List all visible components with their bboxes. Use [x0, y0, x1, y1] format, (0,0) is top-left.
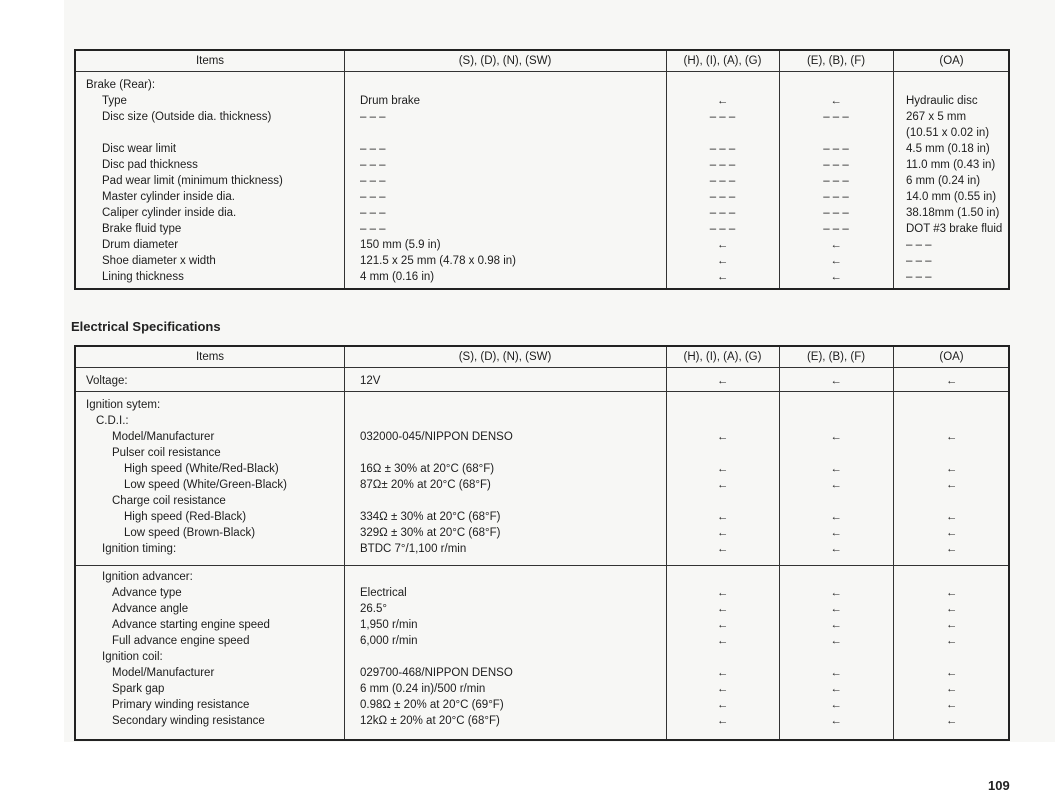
row-h-value: ←	[716, 511, 729, 523]
page-number: 109	[988, 778, 1010, 793]
row-e-value: ←	[830, 587, 842, 599]
row-item-label: Ignition coil:	[102, 651, 163, 663]
row-h-value: ←	[716, 527, 729, 539]
row-oa-value: 4.5 mm (0.18 in)	[906, 143, 990, 155]
row-s-value: 121.5 x 25 mm (4.78 x 0.98 in)	[360, 255, 516, 267]
row-oa-value: – – –	[906, 239, 932, 251]
row-h-value: – – –	[709, 223, 736, 235]
row-oa-value: 38.18mm (1.50 in)	[906, 207, 1000, 219]
row-item-label: High speed (White/Red-Black)	[124, 463, 279, 475]
row-h-value: ←	[716, 699, 729, 711]
row-h-value: ←	[716, 255, 729, 267]
row-s-value: – – –	[360, 111, 386, 123]
row-item-label: Brake fluid type	[102, 223, 182, 235]
row-h-value: ←	[716, 635, 729, 647]
row-oa-value: ←	[945, 527, 958, 539]
row-s-value: 334Ω ± 30% at 20°C (68°F)	[360, 511, 501, 523]
header-e-b-f: (E), (B), (F)	[806, 351, 866, 363]
row-h-value: ←	[716, 431, 729, 443]
header-s-d-n-sw: (S), (D), (N), (SW)	[458, 351, 552, 363]
section-title: Electrical Specifications	[71, 319, 221, 334]
row-oa-value: ←	[945, 715, 958, 727]
row-e-value: ←	[830, 603, 842, 615]
row-item-label: Full advance engine speed	[112, 635, 250, 647]
row-item-label: Type	[102, 95, 127, 107]
row-s-value: 16Ω ± 30% at 20°C (68°F)	[360, 463, 495, 475]
row-s-value: Electrical	[360, 587, 407, 599]
row-s-value: – – –	[360, 159, 386, 171]
row-item-label: Pad wear limit (minimum thickness)	[102, 175, 283, 187]
row-item-label: Shoe diameter x width	[102, 255, 216, 267]
row-item-label: Secondary winding resistance	[112, 715, 265, 727]
header-h-i-a-g: (H), (I), (A), (G)	[683, 55, 762, 67]
row-oa-value: ←	[945, 543, 958, 555]
row-oa-value: ←	[945, 619, 958, 631]
row-oa-value: ←	[945, 479, 958, 491]
row-oa-value: – – –	[906, 271, 932, 283]
row-item-label: Disc wear limit	[102, 143, 177, 155]
row-oa-value: ←	[945, 683, 958, 695]
row-oa-value: ←	[945, 375, 958, 387]
column-divider	[893, 51, 894, 288]
row-e-value: ←	[830, 699, 842, 711]
row-s-value: 029700-468/NIPPON DENSO	[360, 667, 513, 679]
row-s-value: – – –	[360, 191, 386, 203]
row-oa-value: 11.0 mm (0.43 in)	[906, 159, 996, 171]
row-item-label: Model/Manufacturer	[112, 431, 215, 443]
row-s-value: 87Ω± 20% at 20°C (68°F)	[360, 479, 491, 491]
row-oa-value: ←	[945, 587, 958, 599]
row-item-label: Lining thickness	[102, 271, 184, 283]
row-h-value: – – –	[709, 207, 736, 219]
row-item-label: Primary winding resistance	[112, 699, 250, 711]
row-item-label: Ignition timing:	[102, 543, 177, 555]
row-oa-value: ←	[945, 431, 958, 443]
header-items: Items	[195, 55, 225, 67]
row-item-label: Ignition advancer:	[102, 571, 193, 583]
row-h-value: ←	[716, 239, 729, 251]
row-h-value: ←	[716, 587, 729, 599]
row-oa-value: ←	[945, 635, 958, 647]
row-item-label: Model/Manufacturer	[112, 667, 215, 679]
row-e-value: – – –	[823, 223, 849, 235]
row-h-value: – – –	[709, 191, 736, 203]
row-e-value: ←	[830, 239, 842, 251]
row-oa-value: ←	[945, 699, 958, 711]
row-e-value: – – –	[823, 207, 849, 219]
row-e-value: ←	[830, 527, 842, 539]
row-e-value: ←	[830, 635, 842, 647]
row-item-label: Low speed (White/Green-Black)	[124, 479, 287, 491]
row-oa-value: 6 mm (0.24 in)	[906, 175, 981, 187]
header-divider	[76, 71, 1008, 72]
row-s-value: – – –	[360, 143, 386, 155]
row-item-label: Brake (Rear):	[86, 79, 156, 91]
electrical-spec-table	[74, 345, 1010, 741]
brake-spec-table	[74, 49, 1010, 290]
row-h-value: ←	[716, 543, 729, 555]
row-e-value: ←	[830, 715, 842, 727]
header-oa: (OA)	[939, 351, 964, 363]
row-e-value: – – –	[823, 191, 849, 203]
row-e-value: ←	[830, 375, 842, 387]
row-e-value: ←	[830, 255, 842, 267]
row-oa-value: 14.0 mm (0.55 in)	[906, 191, 997, 203]
row-h-value: ←	[716, 479, 729, 491]
row-item-label: Drum diameter	[102, 239, 179, 251]
row-s-value: Drum brake	[360, 95, 421, 107]
header-divider	[76, 367, 1008, 368]
row-s-value: 150 mm (5.9 in)	[360, 239, 441, 251]
row-item-label: Disc size (Outside dia. thickness)	[102, 111, 272, 123]
row-e-value: ←	[830, 683, 842, 695]
row-e-value: ←	[830, 479, 842, 491]
row-h-value: – – –	[709, 143, 736, 155]
row-item-label: Disc pad thickness	[102, 159, 198, 171]
row-h-value: ←	[716, 463, 729, 475]
row-h-value: – – –	[709, 159, 736, 171]
row-h-value: ←	[716, 271, 729, 283]
row-s-value: 032000-045/NIPPON DENSO	[360, 431, 513, 443]
header-items: Items	[195, 351, 225, 363]
row-item-label: C.D.I.:	[96, 415, 129, 427]
row-s-value: – – –	[360, 223, 386, 235]
row-oa-value: ←	[945, 463, 958, 475]
row-e-value: ←	[830, 95, 842, 107]
row-h-value: – – –	[709, 175, 736, 187]
row-s-value: BTDC 7°/1,100 r/min	[360, 543, 467, 555]
row-item-label: Caliper cylinder inside dia.	[102, 207, 237, 219]
row-item-label: Advance starting engine speed	[112, 619, 270, 631]
row-oa-value: (10.51 x 0.02 in)	[906, 127, 990, 139]
row-e-value: – – –	[823, 143, 849, 155]
header-oa: (OA)	[939, 55, 964, 67]
row-item-label: Voltage:	[86, 375, 128, 387]
row-h-value: ←	[716, 619, 729, 631]
row-e-value: – – –	[823, 175, 849, 187]
row-item-label: Advance type	[112, 587, 182, 599]
row-s-value: 12kΩ ± 20% at 20°C (68°F)	[360, 715, 500, 727]
row-e-value: ←	[830, 431, 842, 443]
row-item-label: Advance angle	[112, 603, 189, 615]
row-h-value: ←	[716, 715, 729, 727]
row-h-value: ←	[716, 667, 729, 679]
row-h-value: ←	[716, 603, 729, 615]
row-divider	[76, 565, 1008, 566]
row-s-value: 1,950 r/min	[360, 619, 418, 631]
row-e-value: – – –	[823, 159, 849, 171]
column-divider	[344, 51, 345, 288]
row-e-value: ←	[830, 271, 842, 283]
row-oa-value: ←	[945, 511, 958, 523]
row-s-value: – – –	[360, 175, 386, 187]
row-item-label: Charge coil resistance	[112, 495, 226, 507]
row-s-value: 12V	[360, 375, 381, 387]
row-e-value: ←	[830, 619, 842, 631]
row-oa-value: ←	[945, 667, 958, 679]
row-h-value: ←	[716, 683, 729, 695]
row-divider	[76, 391, 1008, 392]
row-oa-value: DOT #3 brake fluid	[906, 223, 1003, 235]
row-item-label: Spark gap	[112, 683, 165, 695]
row-e-value: – – –	[823, 111, 849, 123]
header-h-i-a-g: (H), (I), (A), (G)	[683, 351, 762, 363]
row-s-value: 26.5°	[360, 603, 387, 615]
row-h-value: ←	[716, 375, 729, 387]
row-s-value: 0.98Ω ± 20% at 20°C (69°F)	[360, 699, 504, 711]
row-item-label: Master cylinder inside dia.	[102, 191, 235, 203]
row-h-value: – – –	[709, 111, 736, 123]
row-s-value: 6,000 r/min	[360, 635, 418, 647]
row-s-value: – – –	[360, 207, 386, 219]
row-s-value: 329Ω ± 30% at 20°C (68°F)	[360, 527, 501, 539]
header-s-d-n-sw: (S), (D), (N), (SW)	[458, 55, 552, 67]
row-e-value: ←	[830, 667, 842, 679]
row-item-label: Ignition sytem:	[86, 399, 161, 411]
row-item-label: Low speed (Brown-Black)	[124, 527, 256, 539]
row-h-value: ←	[716, 95, 729, 107]
row-e-value: ←	[830, 511, 842, 523]
header-e-b-f: (E), (B), (F)	[806, 55, 866, 67]
row-s-value: 6 mm (0.24 in)/500 r/min	[360, 683, 486, 695]
row-oa-value: ←	[945, 603, 958, 615]
row-item-label: Pulser coil resistance	[112, 447, 221, 459]
row-e-value: ←	[830, 543, 842, 555]
row-item-label: High speed (Red-Black)	[124, 511, 247, 523]
row-s-value: 4 mm (0.16 in)	[360, 271, 435, 283]
column-divider	[344, 347, 345, 739]
row-oa-value: Hydraulic disc	[906, 95, 978, 107]
row-e-value: ←	[830, 463, 842, 475]
row-oa-value: 267 x 5 mm	[906, 111, 967, 123]
row-oa-value: – – –	[906, 255, 932, 267]
